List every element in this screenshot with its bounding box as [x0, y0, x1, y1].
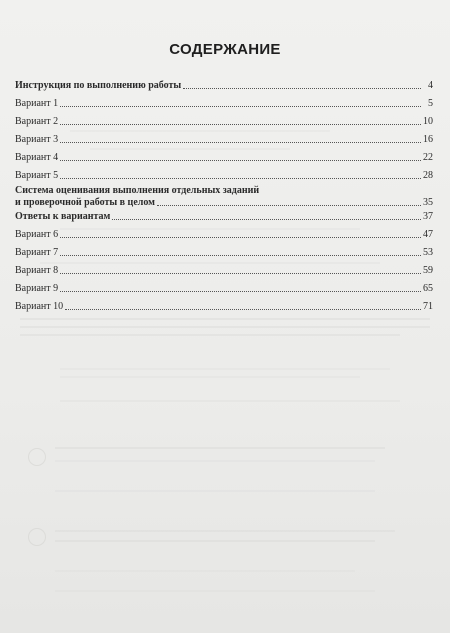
bleed-through — [55, 590, 375, 592]
toc-entry-label: Вариант 6 — [15, 229, 59, 240]
dot-leader — [60, 141, 421, 143]
dot-leader — [183, 87, 421, 89]
toc-entry-variant-9[interactable] — [15, 283, 433, 295]
toc-entry-page: 35 — [423, 197, 433, 208]
bleed-through — [90, 148, 290, 150]
toc-entry-variant-2[interactable] — [15, 116, 433, 128]
toc-entry-variant-1[interactable] — [15, 98, 433, 110]
toc-entry-label-line2: и проверочной работы в целом — [15, 197, 155, 208]
bleed-through — [40, 262, 380, 264]
toc-entry-label: Ответы к вариантам — [15, 211, 111, 222]
toc-entry-grading-system[interactable] — [15, 185, 433, 209]
toc-entry-label: Вариант 2 — [15, 116, 59, 127]
toc-entry-label-line1: Система оценивания выполнения отдельных заданий — [15, 185, 260, 196]
toc-entry-instructions[interactable] — [15, 80, 433, 92]
bleed-through — [55, 447, 385, 449]
dot-leader — [60, 159, 421, 161]
toc-entry-variant-6[interactable] — [15, 229, 433, 241]
toc-entry-label: Вариант 5 — [15, 170, 59, 181]
toc-entry-variant-8[interactable] — [15, 265, 433, 277]
toc-entry-variant-10[interactable] — [15, 301, 433, 313]
bleed-through — [20, 326, 430, 328]
toc-entry-label: Вариант 10 — [15, 301, 64, 312]
toc-entry-label: Вариант 4 — [15, 152, 59, 163]
bleed-through — [55, 540, 375, 542]
dot-leader — [60, 254, 421, 256]
toc-entry-page: 28 — [423, 170, 433, 181]
bleed-through — [60, 376, 360, 378]
toc-entry-label: Вариант 3 — [15, 134, 59, 145]
bleed-through — [55, 570, 355, 572]
bleed-through — [60, 400, 400, 402]
toc-entry-page: 16 — [423, 134, 433, 145]
toc-entry-page: 65 — [423, 283, 433, 294]
bleed-through — [20, 318, 430, 320]
bleed-through — [20, 334, 400, 336]
bleed-through — [60, 368, 390, 370]
toc-entry-page: 4 — [428, 80, 433, 91]
bleed-through — [70, 130, 330, 132]
dot-leader — [60, 105, 421, 107]
toc-entry-label: Вариант 1 — [15, 98, 59, 109]
toc-entry-page: 59 — [423, 265, 433, 276]
toc-entry-variant-4[interactable] — [15, 152, 433, 164]
dot-leader — [157, 204, 421, 206]
bleed-through — [55, 530, 395, 532]
dot-leader — [60, 290, 421, 292]
toc-entry-variant-7[interactable] — [15, 247, 433, 259]
toc-entry-page: 5 — [428, 98, 433, 109]
toc-entry-label: Вариант 8 — [15, 265, 59, 276]
toc-entry-page: 10 — [423, 116, 433, 127]
dot-leader — [112, 218, 421, 220]
toc-entry-page: 71 — [423, 301, 433, 312]
dot-leader — [60, 272, 421, 274]
toc-entry-page: 22 — [423, 152, 433, 163]
dot-leader — [60, 236, 421, 238]
bleed-through-circle — [28, 528, 46, 546]
toc-entry-page: 37 — [423, 211, 433, 222]
bleed-through — [55, 490, 375, 492]
dot-leader — [65, 308, 421, 310]
toc-entry-page: 53 — [423, 247, 433, 258]
toc-entry-variant-3[interactable] — [15, 134, 433, 146]
dot-leader — [60, 123, 421, 125]
dot-leader — [60, 177, 421, 179]
toc-entry-answers[interactable] — [15, 211, 433, 223]
page-title: СОДЕРЖАНИЕ — [169, 41, 281, 58]
toc-entry-variant-5[interactable] — [15, 170, 433, 182]
toc-entry-page: 47 — [423, 229, 433, 240]
toc-entry-label: Вариант 7 — [15, 247, 59, 258]
bleed-through — [55, 460, 375, 462]
toc-entry-label: Инструкция по выполнению работы — [15, 80, 182, 91]
bleed-through-circle — [28, 448, 46, 466]
toc-entry-label: Вариант 9 — [15, 283, 59, 294]
